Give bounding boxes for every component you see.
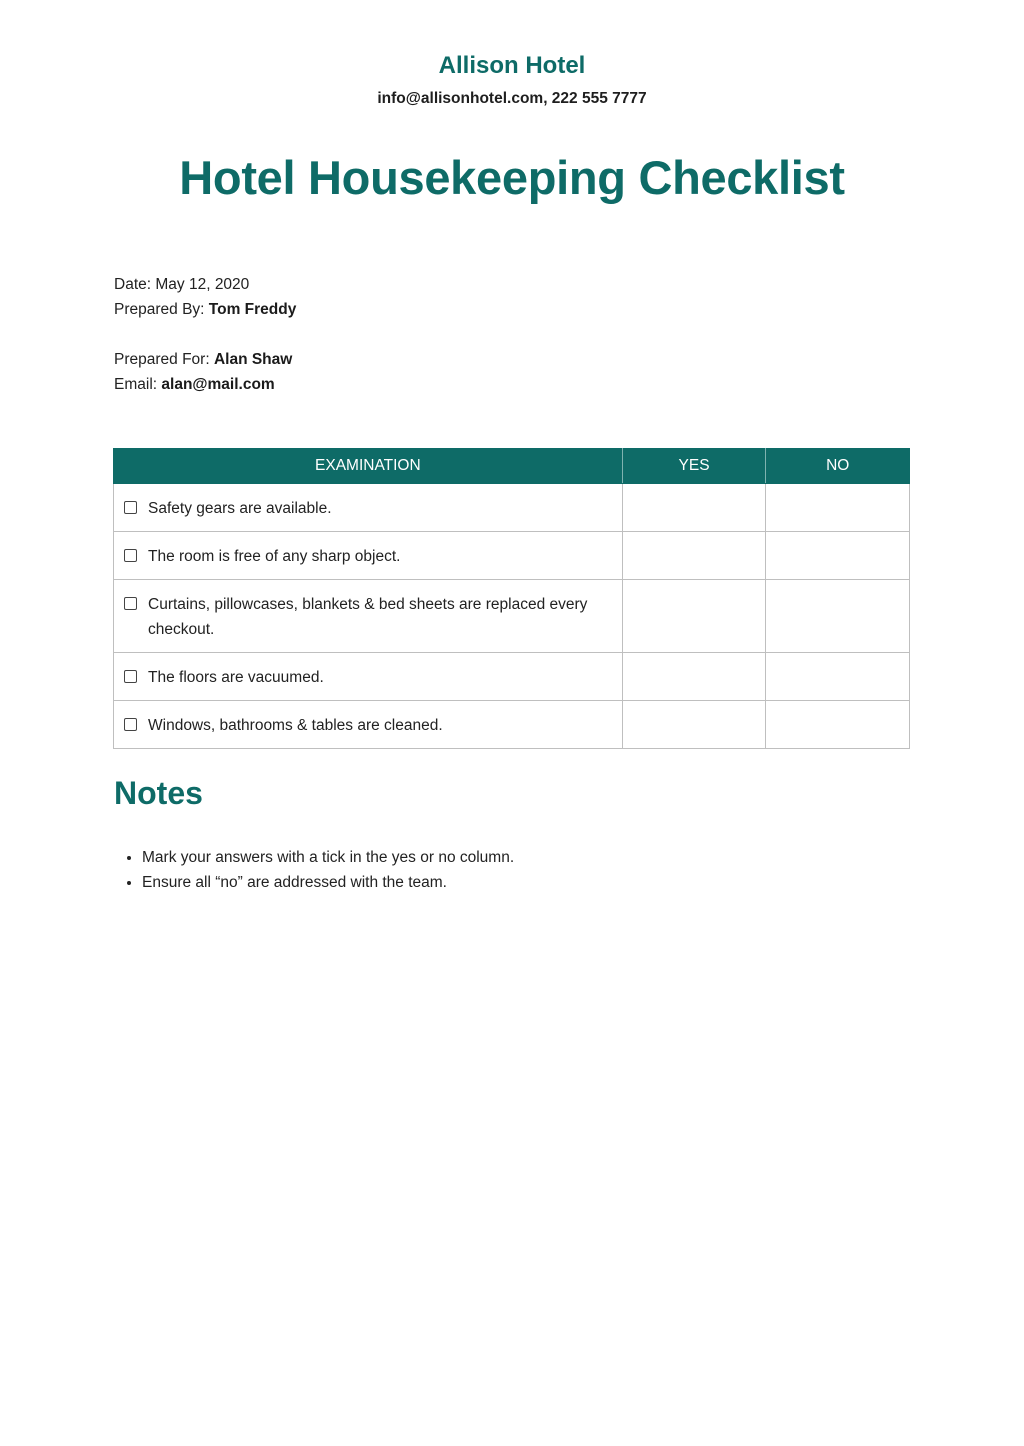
- checkbox[interactable]: [124, 549, 137, 562]
- checkbox[interactable]: [124, 718, 137, 731]
- examination-cell: [114, 653, 623, 701]
- meta-prepared-by: [114, 300, 296, 320]
- table-header-row: [114, 449, 910, 484]
- examination-cell: [114, 484, 623, 532]
- hotel-name: Allison Hotel: [438, 52, 586, 79]
- examination-cell: [114, 580, 623, 653]
- page-title: Hotel Housekeeping Checklist: [179, 151, 845, 204]
- table-row: [114, 701, 910, 749]
- table-row: [114, 484, 910, 532]
- examination-cell: [114, 701, 623, 749]
- header-examination: EXAMINATION: [114, 449, 623, 484]
- meta-date-label: Date:: [114, 276, 152, 293]
- no-cell[interactable]: [766, 532, 910, 580]
- table-row: [114, 580, 910, 653]
- no-cell[interactable]: [766, 484, 910, 532]
- notes-heading: Notes: [114, 775, 203, 811]
- checkbox[interactable]: [124, 501, 137, 514]
- meta-prepared-by-value: Tom Freddy: [208, 301, 297, 318]
- meta-prepared-by-label: Prepared By:: [114, 301, 205, 318]
- meta-prepared-for-label: Prepared For:: [114, 351, 210, 368]
- list-item: • Mark your answers with a tick in the yes or no column.: [142, 845, 842, 870]
- meta-email: [114, 375, 275, 395]
- yes-cell[interactable]: [622, 580, 766, 653]
- yes-cell[interactable]: [622, 701, 766, 749]
- hotel-contact: info@allisonhotel.com, 222 555 7777: [377, 90, 647, 107]
- examination-cell: [114, 532, 623, 580]
- notes-list: [114, 845, 842, 895]
- yes-cell[interactable]: [622, 653, 766, 701]
- examination-text: The floors are vacuumed.: [148, 669, 324, 686]
- table-row: [114, 532, 910, 580]
- list-item: • Ensure all “no” are addressed with the team.: [142, 870, 842, 895]
- no-cell[interactable]: [766, 580, 910, 653]
- checkbox[interactable]: [124, 670, 137, 683]
- meta-prepared-for-value: Alan Shaw: [213, 351, 293, 368]
- meta-email-value: alan@mail.com: [161, 376, 275, 393]
- examination-text: Windows, bathrooms & tables are cleaned.: [148, 717, 443, 734]
- meta-date-value: May 12, 2020: [155, 276, 250, 293]
- no-cell[interactable]: [766, 653, 910, 701]
- examination-text: Safety gears are available.: [148, 500, 332, 517]
- examination-text: The room is free of any sharp object.: [148, 548, 401, 565]
- header-yes: YES: [622, 449, 766, 484]
- checklist-table: [113, 448, 910, 749]
- meta-email-label: Email:: [114, 376, 158, 393]
- yes-cell[interactable]: [622, 484, 766, 532]
- header-no: NO: [766, 449, 910, 484]
- table-row: [114, 653, 910, 701]
- meta-prepared-for: [114, 350, 292, 370]
- checkbox[interactable]: [124, 597, 137, 610]
- yes-cell[interactable]: [622, 532, 766, 580]
- meta-date: [114, 275, 249, 295]
- no-cell[interactable]: [766, 701, 910, 749]
- examination-text: Curtains, pillowcases, blankets & bed sheets are replaced every checkout.: [148, 596, 588, 638]
